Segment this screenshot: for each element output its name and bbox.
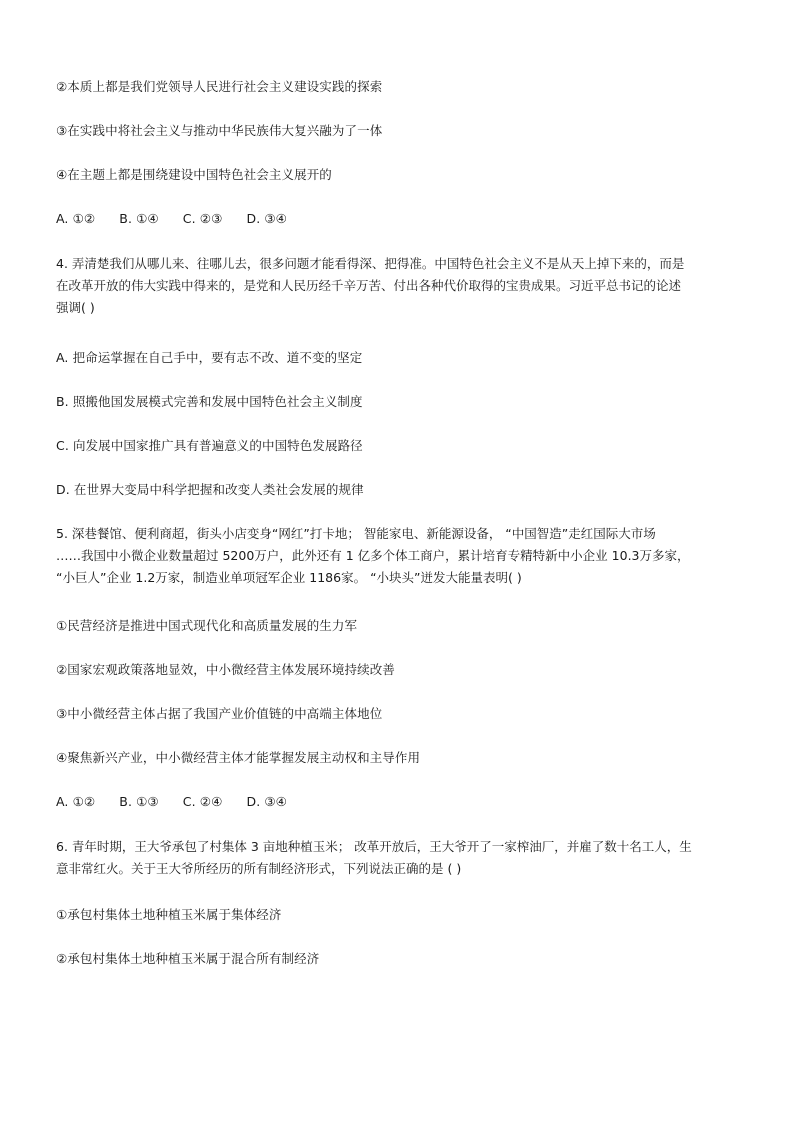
q4-option-d: D. 在世界大变局中科学把握和改变人类社会发展的规律 [56, 482, 364, 497]
q3-choices [56, 211, 307, 227]
q3-choice-a: A. ①② [56, 211, 96, 226]
q6-stem [56, 836, 746, 880]
q6-option-1: ①承包村集体土地种植玉米属于集体经济 [56, 907, 282, 922]
q5-option-2: ②国家宏观政策落地显效，中小微经营主体发展环境持续改善 [56, 662, 395, 677]
q5-option-3: ③中小微经营主体占据了我国产业价值链的中高端主体地位 [56, 706, 383, 721]
q4-stem-line-1: 4. 弄清楚我们从哪儿来、往哪儿去，很多问题才能看得深、把得准。中国特色社会主义不是从天上掉下来的，而是 [56, 256, 685, 271]
q4-option-a: A. 把命运掌握在自己手中，要有志不改、道不变的坚定 [56, 350, 363, 365]
q5-stem [56, 523, 746, 589]
q3-choice-d: D. ③④ [246, 211, 287, 226]
q5-choice-c: C. ②④ [182, 794, 223, 809]
q4-option-b: B. 照搬他国发展模式完善和发展中国特色社会主义制度 [56, 394, 363, 409]
q6-option-2: ②承包村集体土地种植玉米属于混合所有制经济 [56, 951, 320, 966]
q4-stem [56, 253, 746, 319]
q5-choice-d: D. ③④ [246, 794, 287, 809]
q5-stem-line-2: ……我国中小微企业数量超过 5200万户，此外还有 1 亿多个体工商户，累计培育专精特新中小企业 10.3万多家， [56, 548, 690, 563]
q3-choice-c: C. ②③ [182, 211, 223, 226]
q5-option-4: ④聚焦新兴产业，中小微经营主体才能掌握发展主动权和主导作用 [56, 750, 421, 765]
q3-option-2: ②本质上都是我们党领导人民进行社会主义建设实践的探索 [56, 79, 383, 94]
q5-stem-line-3: “小巨人”企业 1.2万家，制造业单项冠军企业 1186家。 “小块头”迸发大能量表明( ) [56, 570, 522, 585]
q4-option-c: C. 向发展中国家推广具有普遍意义的中国特色发展路径 [56, 438, 363, 453]
q6-stem-line-2: 意非常红火。关于王大爷所经历的所有制经济形式，下列说法正确的是 ( ) [56, 861, 462, 876]
q5-choice-a: A. ①② [56, 794, 96, 809]
q5-option-1: ①民营经济是推进中国式现代化和高质量发展的生力军 [56, 618, 358, 633]
q5-choices [56, 794, 307, 810]
q3-option-4: ④在主题上都是围绕建设中国特色社会主义展开的 [56, 167, 332, 182]
q5-stem-line-1: 5. 深巷餐馆、便利商超，街头小店变身“网红”打卡地； 智能家电、新能源设备， “中国智造”走红国际大市场 [56, 526, 656, 541]
q4-stem-line-3: 强调( ) [56, 300, 95, 315]
q3-option-3: ③在实践中将社会主义与推动中华民族伟大复兴融为了一体 [56, 123, 383, 138]
q3-choice-b: B. ①④ [119, 211, 159, 226]
q4-stem-line-2: 在改革开放的伟大实践中得来的，是党和人民历经千辛万苦、付出各种代价取得的宝贵成果。习近平总书记的论述 [56, 278, 682, 293]
q6-stem-line-1: 6. 青年时期，王大爷承包了村集体 3 亩地种植玉米； 改革开放后，王大爷开了一家榨油厂，并雇了数十名工人，生 [56, 839, 692, 854]
q5-choice-b: B. ①③ [119, 794, 159, 809]
